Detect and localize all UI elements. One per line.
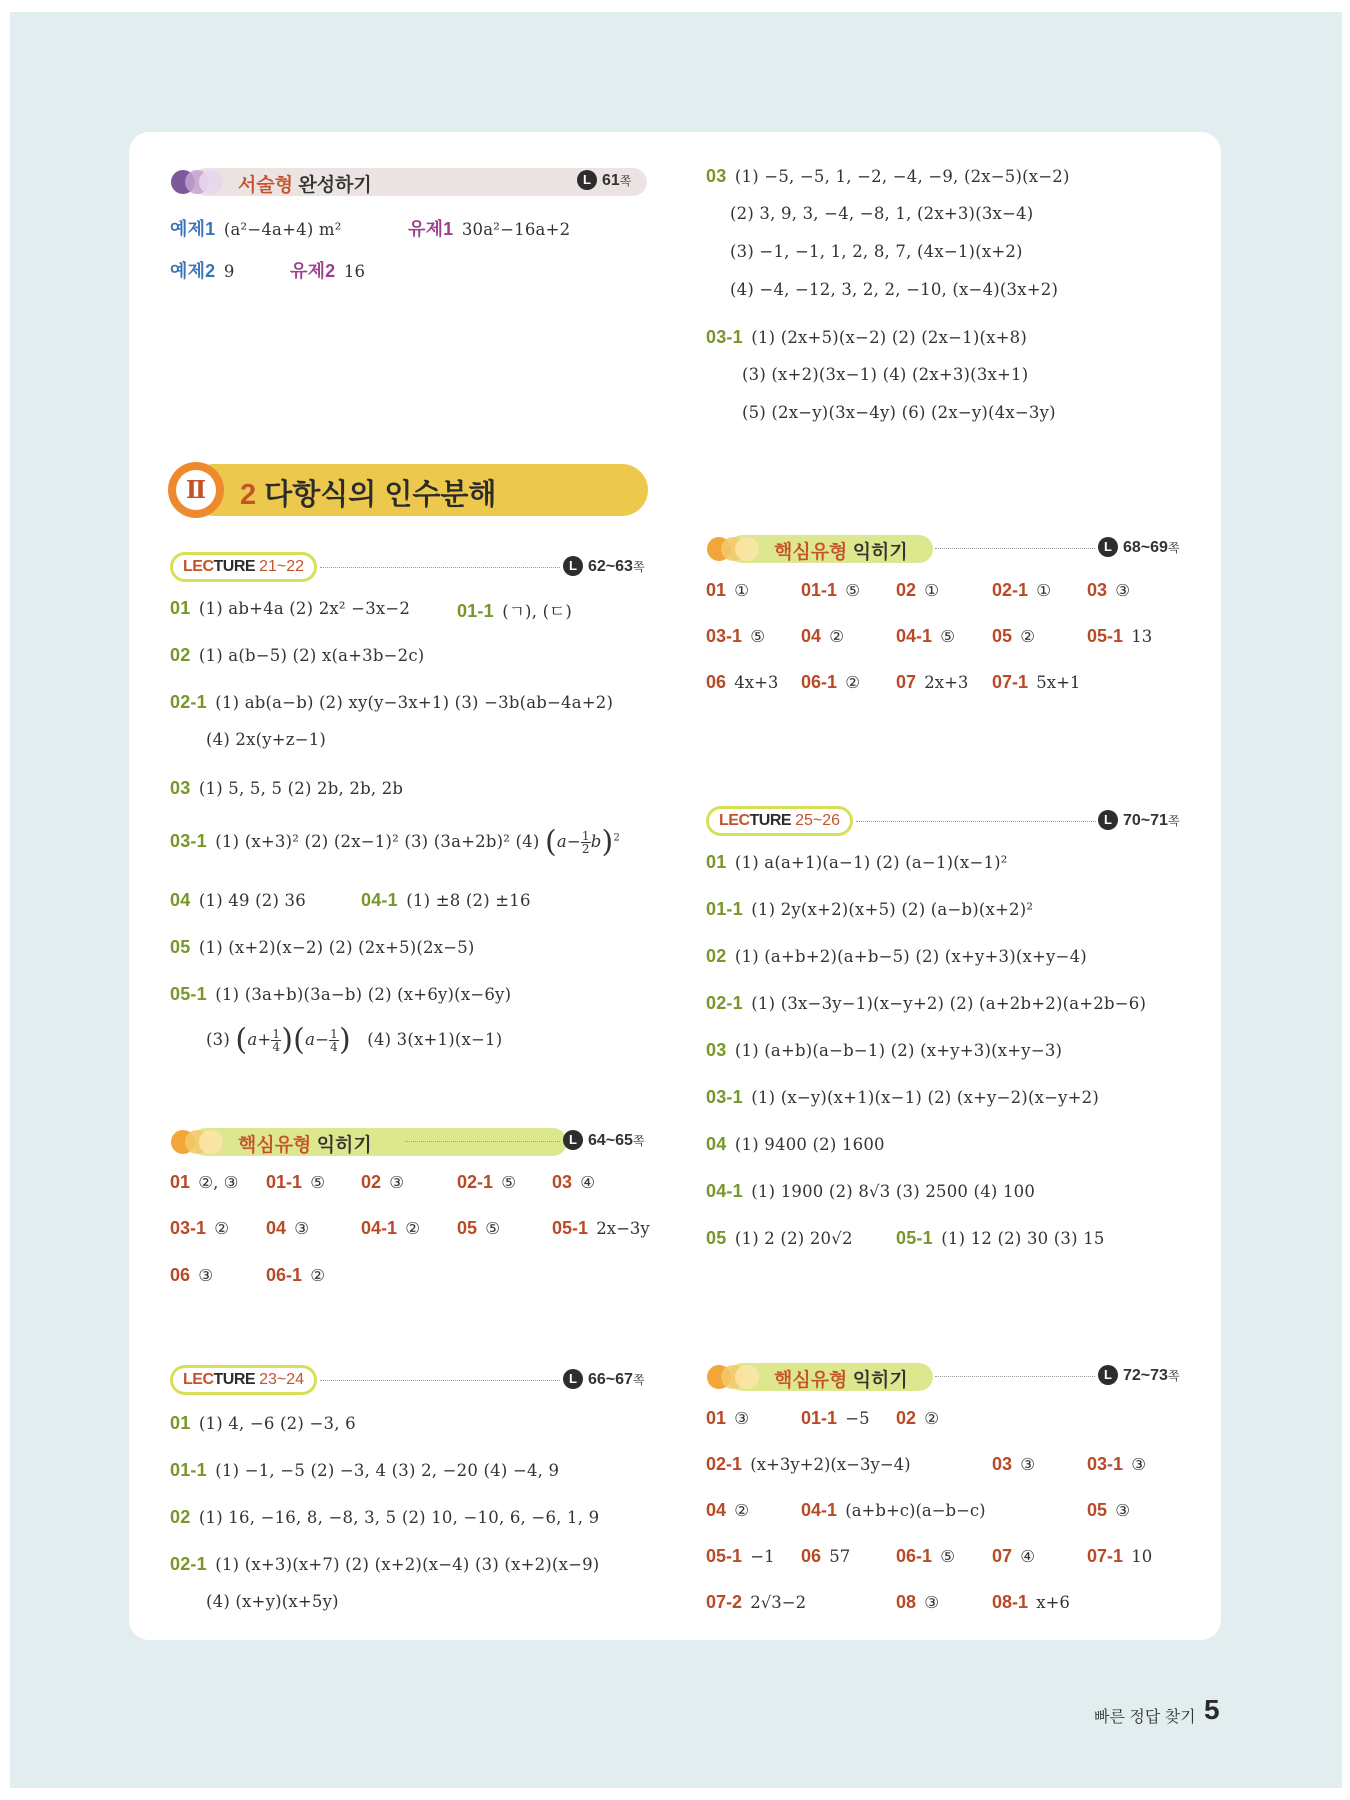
answer-item: 03 ③: [1087, 580, 1131, 600]
answer-item: 06-1 ⑤: [896, 1546, 956, 1566]
circles-icon: [170, 169, 226, 195]
example-2: 예제2 9: [170, 261, 235, 281]
answer-line: (4) (x+y)(x+5y): [206, 1592, 339, 1611]
lecture-l-icon: L: [563, 1130, 583, 1150]
header-title: 핵심유형 익히기: [774, 1370, 908, 1391]
header-title: 핵심유형 익히기: [238, 1135, 372, 1156]
answer-item: 03 ③: [992, 1454, 1036, 1474]
answer-item: 02-1 ①: [992, 580, 1052, 600]
answer-item: 04 ②: [801, 626, 845, 646]
page-reference: L 62~63쪽: [563, 556, 645, 576]
dotted-line: [935, 1376, 1095, 1377]
answer-item: 02-1 ⑤: [457, 1172, 517, 1192]
lecture-l-icon: L: [1098, 537, 1118, 557]
answer-line: 01 (1) a(a+1)(a−1) (2) (a−1)(x−1)²: [706, 852, 1008, 872]
answer-line: 03 (1) −5, −5, 1, −2, −4, −9, (2x−5)(x−2): [706, 166, 1070, 186]
lecture-l-icon: L: [1098, 810, 1118, 830]
lecture-23-tag: LECTURE 23~24: [170, 1365, 317, 1395]
lecture-l-icon: L: [1098, 1365, 1118, 1385]
lecture-25-tag: LECTURE 25~26: [706, 806, 853, 836]
answer-line: 04-1 (1) 1900 (2) 8√3 (3) 2500 (4) 100: [706, 1181, 1036, 1201]
answer-item: 04-1 (a+b+c)(a−b−c): [801, 1500, 986, 1520]
answer-item: 01-1 ⑤: [801, 580, 861, 600]
footer-label: 빠른 정답 찾기: [1094, 1709, 1196, 1726]
answer-item: 01 ③: [706, 1408, 750, 1428]
circles-icon: [170, 1129, 226, 1155]
answer-line: 02-1 (1) (x+3)(x+7) (2) (x+2)(x−4) (3) (x+2)(x−9): [170, 1554, 600, 1574]
similar-1: 유제1 30a²−16a+2: [408, 219, 571, 239]
answer-line: 03 (1) 5, 5, 5 (2) 2b, 2b, 2b: [170, 778, 404, 798]
answer-line: 01 (1) 4, −6 (2) −3, 6: [170, 1413, 356, 1433]
page-number: 5: [1204, 1694, 1220, 1725]
answer-line: 02 (1) 16, −16, 8, −8, 3, 5 (2) 10, −10, 6, −6, 1, 9: [170, 1507, 600, 1527]
answer-line: 05 (1) (x+2)(x−2) (2) (2x+5)(2x−5): [170, 937, 475, 957]
answer-line: 03-1 (1) (2x+5)(x−2) (2) (2x−1)(x+8): [706, 327, 1027, 347]
answer-item: 07-1 10: [1087, 1546, 1153, 1566]
answer-item: 01-1 ⑤: [266, 1172, 326, 1192]
answer-line: 05-1 (1) 12 (2) 30 (3) 15: [896, 1228, 1105, 1248]
answer-item: 02-1 (x+3y+2)(x−3y−4): [706, 1454, 911, 1474]
similar-2: 유제2 16: [290, 261, 366, 281]
page-reference: L 70~71쪽: [1098, 810, 1180, 830]
answer-line: (3) (x+2)(3x−1) (4) (2x+3)(3x+1): [742, 365, 1029, 384]
answer-line: 03-1 (1) (x+3)² (2) (2x−1)² (3) (3a+2b)² (4) (a− $\frac{1}{2}$ b)$^2$: [170, 824, 620, 860]
answer-item: 08-1 x+6: [992, 1592, 1070, 1612]
answer-line: 02 (1) (a+b+2)(a+b−5) (2) (x+y+3)(x+y−4): [706, 946, 1087, 966]
answer-line: (4) −4, −12, 3, 2, 2, −10, (x−4)(3x+2): [730, 280, 1059, 299]
answer-item: 07 ④: [992, 1546, 1036, 1566]
answer-item: 06 ③: [170, 1265, 214, 1285]
answer-item: 03-1 ③: [1087, 1454, 1147, 1474]
answer-item: 06 4x+3: [706, 672, 779, 692]
header-title: 핵심유형 익히기: [774, 542, 908, 563]
answer-item: 05 ③: [1087, 1500, 1131, 1520]
answer-item: 04-1 ②: [361, 1218, 421, 1238]
answer-item: 04-1 ⑤: [896, 626, 956, 646]
lecture-l-icon: L: [577, 170, 597, 190]
chapter-title: 2 다항식의 인수분해: [240, 479, 497, 511]
page-reference: L 68~69쪽: [1098, 537, 1180, 557]
answer-line: (5) (2x−y)(3x−4y) (6) (2x−y)(4x−3y): [742, 403, 1056, 422]
answer-line: 05 (1) 2 (2) 20√2: [706, 1228, 853, 1248]
answer-line: (3) (a+ $\frac{1}{4}$ )(a− $\frac{1}{4}$ ) (4) 3(x+1)(x−1): [206, 1022, 503, 1058]
circles-icon: [706, 536, 762, 562]
answer-line: 03 (1) (a+b)(a−b−1) (2) (x+y+3)(x+y−3): [706, 1040, 1063, 1060]
answer-item: 04 ②: [706, 1500, 750, 1520]
dotted-line: [320, 1380, 560, 1381]
answer-line: 03-1 (1) (x−y)(x+1)(x−1) (2) (x+y−2)(x−y+2): [706, 1087, 1099, 1107]
answer-item: 01-1 −5: [801, 1408, 870, 1428]
answer-item: 06 57: [801, 1546, 851, 1566]
answer-item: 05 ②: [992, 626, 1036, 646]
lecture-21-tag: LECTURE 21~22: [170, 552, 317, 582]
answer-line: 04 (1) 9400 (2) 1600: [706, 1134, 885, 1154]
chapter-banner: [168, 462, 648, 518]
answer-line: 01 (1) ab+4a (2) 2x² −3x−2: [170, 598, 411, 618]
dotted-line: [320, 567, 560, 568]
writing-section-header: [170, 166, 650, 196]
answer-item: 05-1 13: [1087, 626, 1153, 646]
answer-line: 05-1 (1) (3a+b)(3a−b) (2) (x+6y)(x−6y): [170, 984, 512, 1004]
answer-item: 05-1 2x−3y: [552, 1218, 650, 1238]
circles-icon: [706, 1364, 762, 1390]
page-reference: L 66~67쪽: [563, 1369, 645, 1389]
answer-line: (2) 3, 9, 3, −4, −8, 1, (2x+3)(3x−4): [730, 204, 1034, 223]
answer-item: 03 ④: [552, 1172, 596, 1192]
answer-item: 07-2 2√3−2: [706, 1592, 807, 1612]
answer-item: 06-1 ②: [266, 1265, 326, 1285]
answer-line: 01-1 (ㄱ), (ㄷ): [457, 601, 572, 621]
dotted-line: [856, 821, 1096, 822]
header-title: 서술형 완성하기: [238, 175, 372, 196]
answer-item: 01 ②, ③: [170, 1172, 239, 1192]
answer-line: 01-1 (1) −1, −5 (2) −3, 4 (3) 2, −20 (4) −4, 9: [170, 1460, 560, 1480]
answer-line: (3) −1, −1, 1, 2, 8, 7, (4x−1)(x+2): [730, 242, 1023, 261]
answer-line: 02 (1) a(b−5) (2) x(a+3b−2c): [170, 645, 425, 665]
example-1: 예제1 (a²−4a+4) m²: [170, 219, 342, 239]
answer-item: 07 2x+3: [896, 672, 969, 692]
answer-item: 04 ③: [266, 1218, 310, 1238]
answer-line: 04-1 (1) ±8 (2) ±16: [361, 890, 531, 910]
answer-item: 05 ⑤: [457, 1218, 501, 1238]
lecture-l-icon: L: [563, 1369, 583, 1389]
answer-item: 03-1 ⑤: [706, 626, 766, 646]
answer-item: 06-1 ②: [801, 672, 861, 692]
answer-item: 02 ②: [896, 1408, 940, 1428]
answer-item: 03-1 ②: [170, 1218, 230, 1238]
answer-item: 08 ③: [896, 1592, 940, 1612]
chapter-roman: Ⅱ: [176, 470, 216, 510]
answer-item: 07-1 5x+1: [992, 672, 1081, 692]
dotted-line: [405, 1141, 560, 1142]
dotted-line: [935, 548, 1095, 549]
page-reference: L 61쪽: [577, 170, 631, 190]
answer-line: 02-1 (1) (3x−3y−1)(x−y+2) (2) (a+2b+2)(a+2b−6): [706, 993, 1147, 1013]
lecture-l-icon: L: [563, 556, 583, 576]
answer-item: 01 ①: [706, 580, 750, 600]
answer-line: 01-1 (1) 2y(x+2)(x+5) (2) (a−b)(x+2)²: [706, 899, 1034, 919]
page-reference: L 72~73쪽: [1098, 1365, 1180, 1385]
answer-line: 02-1 (1) ab(a−b) (2) xy(y−3x+1) (3) −3b(ab−4a+2): [170, 692, 614, 712]
answer-line: 04 (1) 49 (2) 36: [170, 890, 306, 910]
answer-item: 02 ①: [896, 580, 940, 600]
answer-line: (4) 2x(y+z−1): [206, 730, 327, 749]
answer-item: 02 ③: [361, 1172, 405, 1192]
page-reference: L 64~65쪽: [563, 1130, 645, 1150]
answer-item: 05-1 −1: [706, 1546, 775, 1566]
